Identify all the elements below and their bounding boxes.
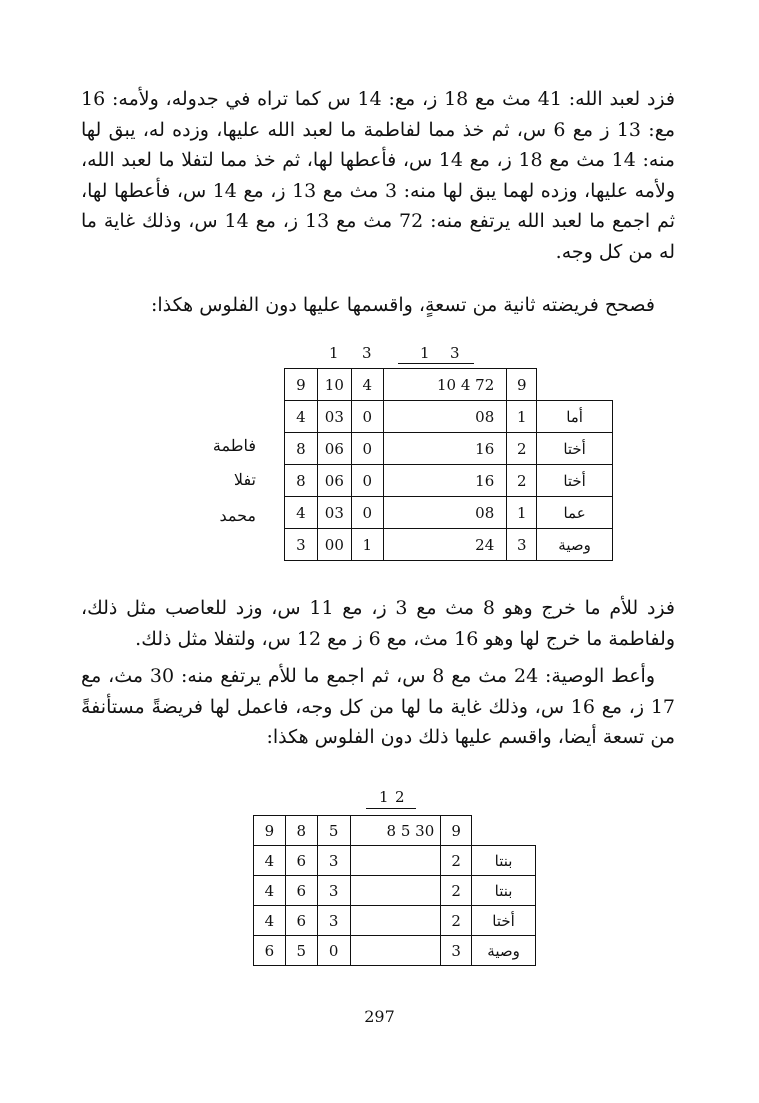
cell: 2	[507, 465, 537, 497]
cell: 03	[317, 497, 351, 529]
cell-empty	[350, 846, 441, 876]
cell: 9	[507, 369, 537, 401]
cell: 9	[285, 369, 318, 401]
heir-name: أما	[537, 401, 613, 433]
heir-name: بنتا	[472, 846, 536, 876]
cell: 4	[254, 846, 286, 876]
table-row	[254, 876, 536, 906]
cell: 6	[285, 876, 317, 906]
cell: 4	[351, 369, 383, 401]
table1-top-num: 3	[362, 344, 372, 362]
cell: 4	[285, 497, 318, 529]
cell: 3	[317, 876, 350, 906]
cell: 06	[317, 433, 351, 465]
cell: 24	[383, 529, 507, 561]
cell: 4	[254, 906, 286, 936]
cell: 10 4 72	[383, 369, 507, 401]
cell: 5	[317, 816, 350, 846]
page-number: 297	[364, 1007, 395, 1026]
cell: 6	[285, 846, 317, 876]
cell: 0	[351, 433, 383, 465]
cell-empty	[350, 876, 441, 906]
cell: 06	[317, 465, 351, 497]
table-row	[285, 529, 613, 561]
table-row	[285, 497, 613, 529]
table-row	[285, 433, 613, 465]
table1-top-num: 1	[420, 344, 430, 362]
cell: 5	[285, 936, 317, 966]
table-row	[285, 465, 613, 497]
cell: 00	[317, 529, 351, 561]
cell: 6	[254, 936, 286, 966]
table-2	[253, 815, 536, 966]
cell: 3	[441, 936, 472, 966]
cell: 2	[507, 433, 537, 465]
heir-name: أختا	[537, 465, 613, 497]
cell: 4	[285, 401, 318, 433]
cell-empty	[350, 906, 441, 936]
paragraph-2: فصحح فريضته ثانية من تسعةٍ، واقسمها عليها دون الفلوس هكذا:	[150, 294, 655, 316]
side-label: محمد	[219, 506, 256, 525]
table1-overline	[398, 363, 474, 364]
side-label: فاطمة	[212, 436, 256, 455]
cell: 08	[383, 401, 507, 433]
cell: 9	[254, 816, 286, 846]
heir-name: عما	[537, 497, 613, 529]
table-row	[254, 816, 536, 846]
cell: 3	[317, 846, 350, 876]
cell: 8	[285, 433, 318, 465]
cell: 8 5 30	[350, 816, 441, 846]
cell: 2	[441, 846, 472, 876]
heir-name: وصية	[472, 936, 536, 966]
cell: 8	[285, 465, 318, 497]
side-label: تفلا	[233, 470, 256, 489]
table-row	[285, 369, 613, 401]
table1-top-num: 1	[329, 344, 339, 362]
heir-name: أختا	[472, 906, 536, 936]
table-row	[254, 846, 536, 876]
cell-empty	[472, 816, 536, 846]
cell: 08	[383, 497, 507, 529]
paragraph-3: فزد للأم ما خرج وهو 8 مث مع 3 ز، مع 11 س، وزد للعاصب مثل ذلك، ولفاطمة ما خرج لها وهو 16 مث، مع 6 ز مع 12 س، ولتفلا مثل ذلك.	[81, 597, 675, 650]
cell: 1	[507, 401, 537, 433]
cell: 1	[507, 497, 537, 529]
table2-top-num: 1	[379, 788, 389, 806]
table-row	[285, 401, 613, 433]
cell: 8	[285, 816, 317, 846]
cell: 0	[351, 401, 383, 433]
heir-name: بنتا	[472, 876, 536, 906]
cell: 10	[317, 369, 351, 401]
table1-top-num: 3	[450, 344, 460, 362]
cell: 9	[441, 816, 472, 846]
table2-overline	[366, 808, 416, 809]
heir-name: وصية	[537, 529, 613, 561]
cell: 16	[383, 433, 507, 465]
table-row	[254, 936, 536, 966]
cell: 2	[441, 906, 472, 936]
cell-empty	[537, 369, 613, 401]
cell: 4	[254, 876, 286, 906]
table2-top-num: 2	[395, 788, 405, 806]
table-1	[284, 368, 613, 561]
cell: 2	[441, 876, 472, 906]
heir-name: أختا	[537, 433, 613, 465]
cell: 0	[351, 497, 383, 529]
paragraph-4: وأعط الوصية: 24 مث مع 8 س، ثم اجمع ما للأم يرتفع منه: 30 مث، مع 17 ز، مع 16 س، وذلك غاية ما لها من كل وجه، فاعمل لها فريضةً مستأنفةً من تسعة أيضا، واقسم عليها ذلك دون الفلوس هكذا:	[81, 665, 675, 749]
paragraph-1: فزد لعبد الله: 41 مث مع 18 ز، مع: 14 س كما تراه في جدوله، ولأمه: 16 مع: 13 ز مع 6 س، ثم خذ مما لفاطمة ما لعبد الله عليها، وزده له، يبق لها منه: 14 مث مع 18 ز، مع 14 س، فأعطها لها، ثم خذ مما لتفلا ما لعبد الله، ولأمه عليها، وزده لهما يبق لها منه: 3 مث مع 13 ز، مع 14 س، فأعطها لها، ثم اجمع ما لعبد الله يرتفع منه: 72 مث مع 13 ز، مع 14 س، وذلك غاية ما له من كل وجه.	[81, 88, 676, 263]
cell: 6	[285, 906, 317, 936]
cell: 0	[351, 465, 383, 497]
cell: 3	[317, 906, 350, 936]
cell: 0	[317, 936, 350, 966]
table-row	[254, 906, 536, 936]
cell: 03	[317, 401, 351, 433]
cell: 16	[383, 465, 507, 497]
cell: 3	[285, 529, 318, 561]
cell: 1	[351, 529, 383, 561]
cell-empty	[350, 936, 441, 966]
cell: 3	[507, 529, 537, 561]
